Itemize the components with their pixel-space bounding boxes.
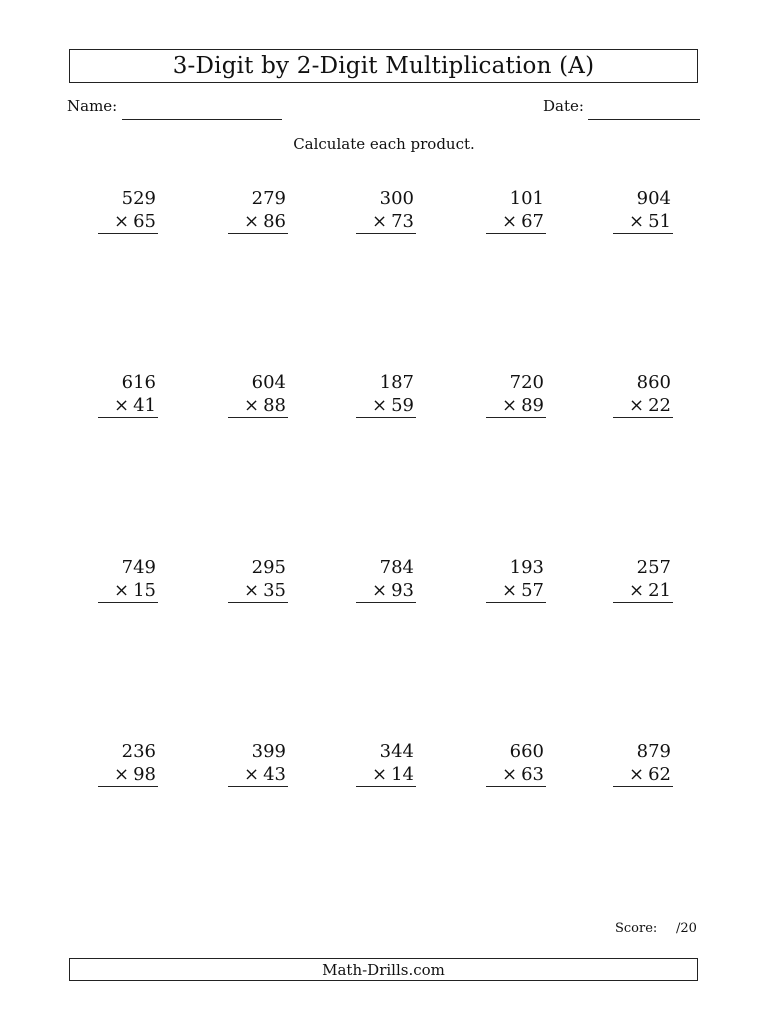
multiplicand: 784: [379, 557, 414, 578]
multiplier-row: [613, 763, 673, 787]
multiplier: 89: [521, 395, 544, 416]
multiplier: 65: [133, 211, 156, 232]
multiplicand: 236: [121, 741, 156, 762]
times-sign: ×: [244, 395, 260, 416]
times-sign: ×: [502, 395, 518, 416]
score-label: Score:: [615, 921, 658, 936]
multiplier: 43: [263, 764, 286, 785]
multiplier-row: [613, 394, 673, 418]
problem-15: [613, 556, 673, 603]
problem-3: [356, 187, 416, 234]
multiplicand: 904: [636, 188, 671, 209]
multiplier: 93: [391, 580, 414, 601]
multiplier-row: [613, 210, 673, 234]
times-sign: ×: [502, 580, 518, 601]
multiplier: 86: [263, 211, 286, 232]
times-sign: ×: [114, 764, 130, 785]
problem-8: [356, 371, 416, 418]
times-sign: ×: [629, 764, 645, 785]
multiplier-row: [98, 394, 158, 418]
times-sign: ×: [502, 211, 518, 232]
multiplier: 41: [133, 395, 156, 416]
multiplier: 98: [133, 764, 156, 785]
multiplicand: 399: [251, 741, 286, 762]
multiplier-row: [486, 394, 546, 418]
multiplicand: 879: [636, 741, 671, 762]
multiplier-row: [228, 763, 288, 787]
worksheet-title: 3-Digit by 2-Digit Multiplication (A): [69, 49, 698, 83]
multiplier-row: [228, 579, 288, 603]
multiplier-row: [356, 763, 416, 787]
multiplier-row: [486, 763, 546, 787]
multiplicand: 101: [509, 188, 544, 209]
multiplier: 67: [521, 211, 544, 232]
multiplier: 63: [521, 764, 544, 785]
times-sign: ×: [372, 395, 388, 416]
times-sign: ×: [629, 395, 645, 416]
multiplier-row: [356, 210, 416, 234]
times-sign: ×: [372, 211, 388, 232]
problem-14: [486, 556, 546, 603]
multiplicand: 720: [509, 372, 544, 393]
multiplicand: 295: [251, 557, 286, 578]
multiplicand: 300: [379, 188, 414, 209]
multiplier: 51: [648, 211, 671, 232]
times-sign: ×: [629, 580, 645, 601]
score-total: /20: [676, 921, 697, 936]
problem-10: [613, 371, 673, 418]
problem-11: [98, 556, 158, 603]
multiplier: 22: [648, 395, 671, 416]
problem-16: [98, 740, 158, 787]
multiplicand: 860: [636, 372, 671, 393]
times-sign: ×: [629, 211, 645, 232]
multiplicand: 604: [251, 372, 286, 393]
problem-19: [486, 740, 546, 787]
multiplier-row: [486, 579, 546, 603]
multiplier-row: [98, 210, 158, 234]
problem-1: [98, 187, 158, 234]
times-sign: ×: [372, 764, 388, 785]
instructions: Calculate each product.: [293, 135, 475, 153]
times-sign: ×: [244, 580, 260, 601]
problem-2: [228, 187, 288, 234]
times-sign: ×: [372, 580, 388, 601]
multiplier-row: [486, 210, 546, 234]
times-sign: ×: [244, 211, 260, 232]
multiplicand: 616: [121, 372, 156, 393]
name-line: [122, 119, 282, 120]
multiplier-row: [613, 579, 673, 603]
date-line: [588, 119, 700, 120]
multiplier-row: [356, 394, 416, 418]
multiplier: 88: [263, 395, 286, 416]
times-sign: ×: [502, 764, 518, 785]
multiplier-row: [356, 579, 416, 603]
multiplier: 57: [521, 580, 544, 601]
multiplicand: 529: [121, 188, 156, 209]
multiplicand: 749: [121, 557, 156, 578]
multiplier: 59: [391, 395, 414, 416]
multiplier: 35: [263, 580, 286, 601]
times-sign: ×: [114, 211, 130, 232]
times-sign: ×: [114, 580, 130, 601]
problem-9: [486, 371, 546, 418]
problem-13: [356, 556, 416, 603]
multiplier: 21: [648, 580, 671, 601]
times-sign: ×: [244, 764, 260, 785]
problem-6: [98, 371, 158, 418]
multiplier: 62: [648, 764, 671, 785]
multiplier-row: [98, 763, 158, 787]
multiplier-row: [228, 210, 288, 234]
problem-4: [486, 187, 546, 234]
multiplicand: 257: [636, 557, 671, 578]
multiplier: 15: [133, 580, 156, 601]
multiplicand: 660: [509, 741, 544, 762]
multiplier-row: [228, 394, 288, 418]
times-sign: ×: [114, 395, 130, 416]
multiplier: 14: [391, 764, 414, 785]
footer-site: Math-Drills.com: [69, 958, 698, 981]
multiplier: 73: [391, 211, 414, 232]
multiplicand: 193: [509, 557, 544, 578]
multiplicand: 279: [251, 188, 286, 209]
problem-12: [228, 556, 288, 603]
date-label: Date:: [543, 97, 584, 115]
problem-17: [228, 740, 288, 787]
multiplicand: 344: [379, 741, 414, 762]
problem-18: [356, 740, 416, 787]
problem-7: [228, 371, 288, 418]
multiplier-row: [98, 579, 158, 603]
problem-5: [613, 187, 673, 234]
problem-20: [613, 740, 673, 787]
multiplicand: 187: [379, 372, 414, 393]
name-label: Name:: [67, 97, 118, 115]
